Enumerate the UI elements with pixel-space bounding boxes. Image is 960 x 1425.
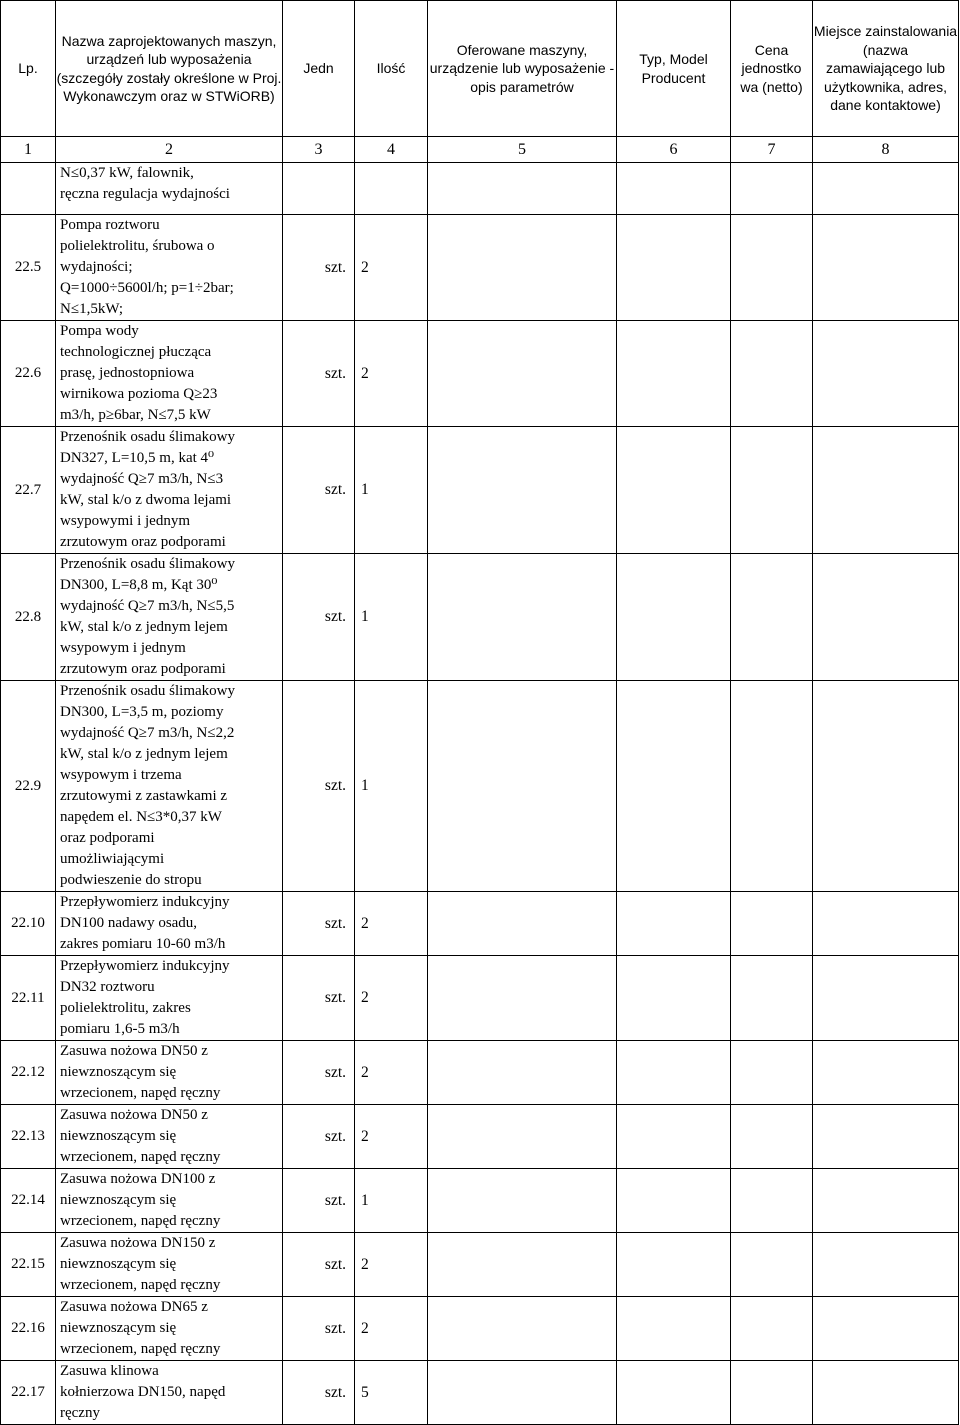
column-number: 4	[355, 137, 428, 163]
continuation-text: N≤0,37 kW, falownik, ręczna regulacja wydajności	[56, 163, 283, 215]
quantity-cell: 2	[355, 1233, 428, 1297]
installation-place-cell	[813, 215, 959, 321]
row-number: 22.8	[1, 554, 56, 681]
continuation-row	[1, 163, 959, 215]
unit-cell: szt.	[283, 1041, 355, 1105]
header-cell: Lp.	[1, 1, 56, 137]
unit-price-cell	[731, 215, 813, 321]
unit-price-cell	[731, 1041, 813, 1105]
offered-description-cell	[428, 1169, 617, 1233]
unit-price-cell	[731, 554, 813, 681]
table-row	[1, 681, 959, 892]
offered-description-cell	[428, 1041, 617, 1105]
unit-price-cell	[731, 681, 813, 892]
installation-place-cell	[813, 1361, 959, 1425]
quantity-cell: 1	[355, 1169, 428, 1233]
row-number: 22.10	[1, 892, 56, 956]
column-number: 3	[283, 137, 355, 163]
item-description: Przenośnik osadu ślimakowy DN327, L=10,5 m, kat 4⁰ wydajność Q≥7 m3/h, N≤3 kW, stal k/o z dwoma lejami wsypowymi i jednym zrzutowym oraz podporami	[56, 427, 283, 554]
unit-cell: szt.	[283, 681, 355, 892]
table-row	[1, 1169, 959, 1233]
offered-description-cell	[428, 956, 617, 1041]
row-number: 22.13	[1, 1105, 56, 1169]
row-number: 22.6	[1, 321, 56, 427]
column-number: 8	[813, 137, 959, 163]
table-row	[1, 1361, 959, 1425]
quantity-cell: 2	[355, 956, 428, 1041]
table-row	[1, 1105, 959, 1169]
unit-cell: szt.	[283, 892, 355, 956]
offered-description-cell	[428, 681, 617, 892]
unit-cell: szt.	[283, 1105, 355, 1169]
installation-place-cell	[813, 1169, 959, 1233]
quantity-cell: 2	[355, 215, 428, 321]
item-description: Przepływomierz indukcyjny DN32 roztworu polielektrolitu, zakres pomiaru 1,6-5 m3/h	[56, 956, 283, 1041]
table-row	[1, 892, 959, 956]
quantity-cell: 2	[355, 321, 428, 427]
unit-cell: szt.	[283, 321, 355, 427]
type-model-cell	[617, 681, 731, 892]
item-description: Przenośnik osadu ślimakowy DN300, L=3,5 m, poziomy wydajność Q≥7 m3/h, N≤2,2 kW, stal k/o z jednym lejem wsypowym i trzema zrzutowymi z zastawkami z napędem el. N≤3*0,37 kW oraz podporami umożliwiającymi podwieszenie do stropu	[56, 681, 283, 892]
quantity-cell: 1	[355, 681, 428, 892]
unit-cell: szt.	[283, 215, 355, 321]
header-cell: Nazwa zaprojektowanych maszyn, urządzeń lub wyposażenia (szczegóły zostały określone w Proj. Wykonawczym oraz w STWiORB)	[56, 1, 283, 137]
header-cell: Cena jednostko wa (netto)	[731, 1, 813, 137]
type-model-cell	[617, 892, 731, 956]
row-number: 22.17	[1, 1361, 56, 1425]
column-number: 7	[731, 137, 813, 163]
unit-price-cell	[731, 892, 813, 956]
type-model-cell	[617, 1233, 731, 1297]
item-description: Zasuwa nożowa DN50 z niewznoszącym się wrzecionem, napęd ręczny	[56, 1105, 283, 1169]
quantity-cell: 2	[355, 1297, 428, 1361]
table-row	[1, 1297, 959, 1361]
type-model-cell	[617, 321, 731, 427]
quantity-cell: 5	[355, 1361, 428, 1425]
quantity-cell: 2	[355, 892, 428, 956]
type-model-cell	[617, 1105, 731, 1169]
unit-cell: szt.	[283, 956, 355, 1041]
table-row	[1, 1041, 959, 1105]
table-row	[1, 215, 959, 321]
unit-cell: szt.	[283, 1361, 355, 1425]
installation-place-cell	[813, 1297, 959, 1361]
row-number: 22.14	[1, 1169, 56, 1233]
row-number: 22.15	[1, 1233, 56, 1297]
row-number: 22.11	[1, 956, 56, 1041]
installation-place-cell	[813, 892, 959, 956]
item-description: Zasuwa nożowa DN100 z niewznoszącym się wrzecionem, napęd ręczny	[56, 1169, 283, 1233]
item-description: Przepływomierz indukcyjny DN100 nadawy osadu, zakres pomiaru 10-60 m3/h	[56, 892, 283, 956]
column-number: 5	[428, 137, 617, 163]
offered-description-cell	[428, 215, 617, 321]
type-model-cell	[617, 1297, 731, 1361]
quantity-cell: 1	[355, 554, 428, 681]
table-row	[1, 427, 959, 554]
column-number: 2	[56, 137, 283, 163]
item-description: Zasuwa nożowa DN50 z niewznoszącym się wrzecionem, napęd ręczny	[56, 1041, 283, 1105]
header-cell: Ilość	[355, 1, 428, 137]
type-model-cell	[617, 427, 731, 554]
type-model-cell	[617, 1361, 731, 1425]
offered-description-cell	[428, 1297, 617, 1361]
item-description: Pompa wody technologicznej płucząca prasę, jednostopniowa wirnikowa pozioma Q≥23 m3/h, p≥6bar, N≤7,5 kW	[56, 321, 283, 427]
unit-price-cell	[731, 1233, 813, 1297]
installation-place-cell	[813, 321, 959, 427]
column-number: 6	[617, 137, 731, 163]
offered-description-cell	[428, 892, 617, 956]
unit-price-cell	[731, 427, 813, 554]
unit-cell: szt.	[283, 427, 355, 554]
item-description: Pompa roztworu polielektrolitu, śrubowa o wydajności; Q=1000÷5600l/h; p=1÷2bar; N≤1,5kW;	[56, 215, 283, 321]
item-description: Zasuwa nożowa DN65 z niewznoszącym się wrzecionem, napęd ręczny	[56, 1297, 283, 1361]
offered-description-cell	[428, 554, 617, 681]
offered-description-cell	[428, 1361, 617, 1425]
row-number: 22.9	[1, 681, 56, 892]
installation-place-cell	[813, 554, 959, 681]
quantity-cell: 1	[355, 427, 428, 554]
row-number: 22.5	[1, 215, 56, 321]
installation-place-cell	[813, 681, 959, 892]
type-model-cell	[617, 1041, 731, 1105]
offered-description-cell	[428, 1105, 617, 1169]
offered-description-cell	[428, 427, 617, 554]
item-description: Zasuwa nożowa DN150 z niewznoszącym się wrzecionem, napęd ręczny	[56, 1233, 283, 1297]
header-cell: Typ, Model Producent	[617, 1, 731, 137]
table-row	[1, 554, 959, 681]
header-cell: Jedn	[283, 1, 355, 137]
type-model-cell	[617, 1169, 731, 1233]
item-description: Zasuwa klinowa kołnierzowa DN150, napęd ręczny	[56, 1361, 283, 1425]
row-number: 22.7	[1, 427, 56, 554]
type-model-cell	[617, 554, 731, 681]
quantity-cell: 2	[355, 1105, 428, 1169]
installation-place-cell	[813, 1041, 959, 1105]
unit-cell: szt.	[283, 1169, 355, 1233]
column-number: 1	[1, 137, 56, 163]
unit-price-cell	[731, 1169, 813, 1233]
installation-place-cell	[813, 427, 959, 554]
type-model-cell	[617, 215, 731, 321]
type-model-cell	[617, 956, 731, 1041]
unit-cell: szt.	[283, 1233, 355, 1297]
unit-price-cell	[731, 1297, 813, 1361]
header-row	[1, 1, 959, 137]
table-row	[1, 956, 959, 1041]
item-description: Przenośnik osadu ślimakowy DN300, L=8,8 m, Kąt 30⁰ wydajność Q≥7 m3/h, N≤5,5 kW, stal k/o z jednym lejem wsypowym i jednym zrzutowym oraz podporami	[56, 554, 283, 681]
unit-price-cell	[731, 1361, 813, 1425]
installation-place-cell	[813, 1233, 959, 1297]
header-cell: Miejsce zainstalowania (nazwa zamawiającego lub użytkownika, adres, dane kontaktowe)	[813, 1, 959, 137]
offered-description-cell	[428, 321, 617, 427]
table-row	[1, 321, 959, 427]
table-row	[1, 1233, 959, 1297]
row-number: 22.12	[1, 1041, 56, 1105]
unit-price-cell	[731, 956, 813, 1041]
unit-cell: szt.	[283, 554, 355, 681]
unit-cell: szt.	[283, 1297, 355, 1361]
unit-price-cell	[731, 1105, 813, 1169]
quantity-cell: 2	[355, 1041, 428, 1105]
row-number: 22.16	[1, 1297, 56, 1361]
unit-price-cell	[731, 321, 813, 427]
column-number-row	[1, 137, 959, 163]
offered-description-cell	[428, 1233, 617, 1297]
installation-place-cell	[813, 1105, 959, 1169]
installation-place-cell	[813, 956, 959, 1041]
header-cell: Oferowane maszyny, urządzenie lub wyposażenie - opis parametrów	[428, 1, 617, 137]
